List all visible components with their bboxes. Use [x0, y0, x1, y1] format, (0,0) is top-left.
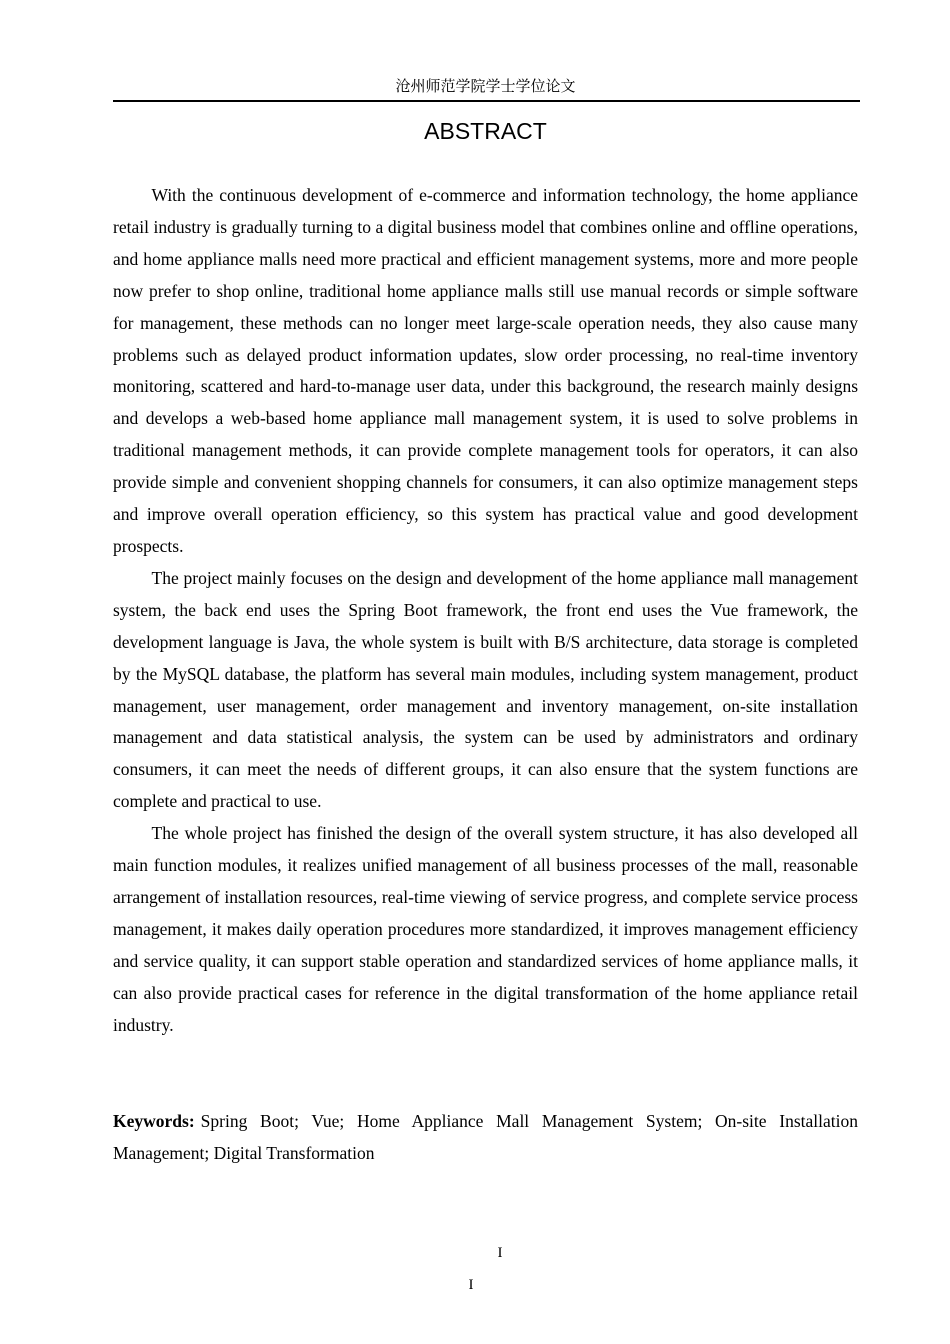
abstract-body: [113, 180, 858, 1041]
abstract-paragraph-1: With the continuous development of e-commerce and information technology, the home appliance retail industry is gradually turning to a digital business model that combines online and offline operations, and home appliance malls need more practical and efficient management systems, more and more people now prefer to shop online, traditional home appliance malls still use manual records or simple software for management, these methods can no longer meet large-scale operation needs, they also cause many problems such as delayed product information updates, slow order processing, no real-time inventory monitoring, scattered and hard-to-manage user data, under this background, the research mainly designs and develops a web-based home appliance mall management system, it is used to solve problems in traditional management methods, it can provide complete management tools for operators, it can also provide simple and convenient shopping channels for consumers, it can also optimize management steps and improve overall operation efficiency, so this system has practical value and good development prospects.: [113, 185, 858, 556]
keywords-label: Keywords:: [113, 1111, 195, 1131]
abstract-paragraph-3: The whole project has finished the design of the overall system structure, it has also developed all main function modules, it realizes unified management of all business processes of the mall, reasonable arrangement of installation resources, real-time viewing of service progress, and complete service process management, it makes daily operation procedures more standardized, it improves management efficiency and service quality, it can support stable operation and standardized services of home appliance malls, it can also provide practical cases for reference in the digital transformation of the home appliance retail industry.: [113, 823, 858, 1035]
header-rule: [113, 100, 860, 102]
keywords-section: [113, 1105, 858, 1169]
abstract-title: ABSTRACT: [424, 118, 547, 144]
keywords-text: Spring Boot; Vue; Home Appliance Mall Management System; On-site Installation Management; Digital Transformation: [113, 1111, 858, 1163]
running-header: 沧州师范学院学士学位论文: [395, 77, 576, 95]
page-number-upper: I: [497, 1245, 503, 1261]
abstract-paragraph-2: The project mainly focuses on the design and development of the home appliance mall management system, the back end uses the Spring Boot framework, the front end uses the Vue framework, the development language is Java, the whole system is built with B/S architecture, data storage is completed by the MySQL database, the platform has several main modules, including system management, product management, user management, order management and inventory management, on-site installation management and data statistical analysis, the system can be used by administrators and ordinary consumers, it can meet the needs of different groups, it can also ensure that the system functions are complete and practical to use.: [113, 567, 858, 812]
page-number-lower: I: [468, 1277, 474, 1293]
